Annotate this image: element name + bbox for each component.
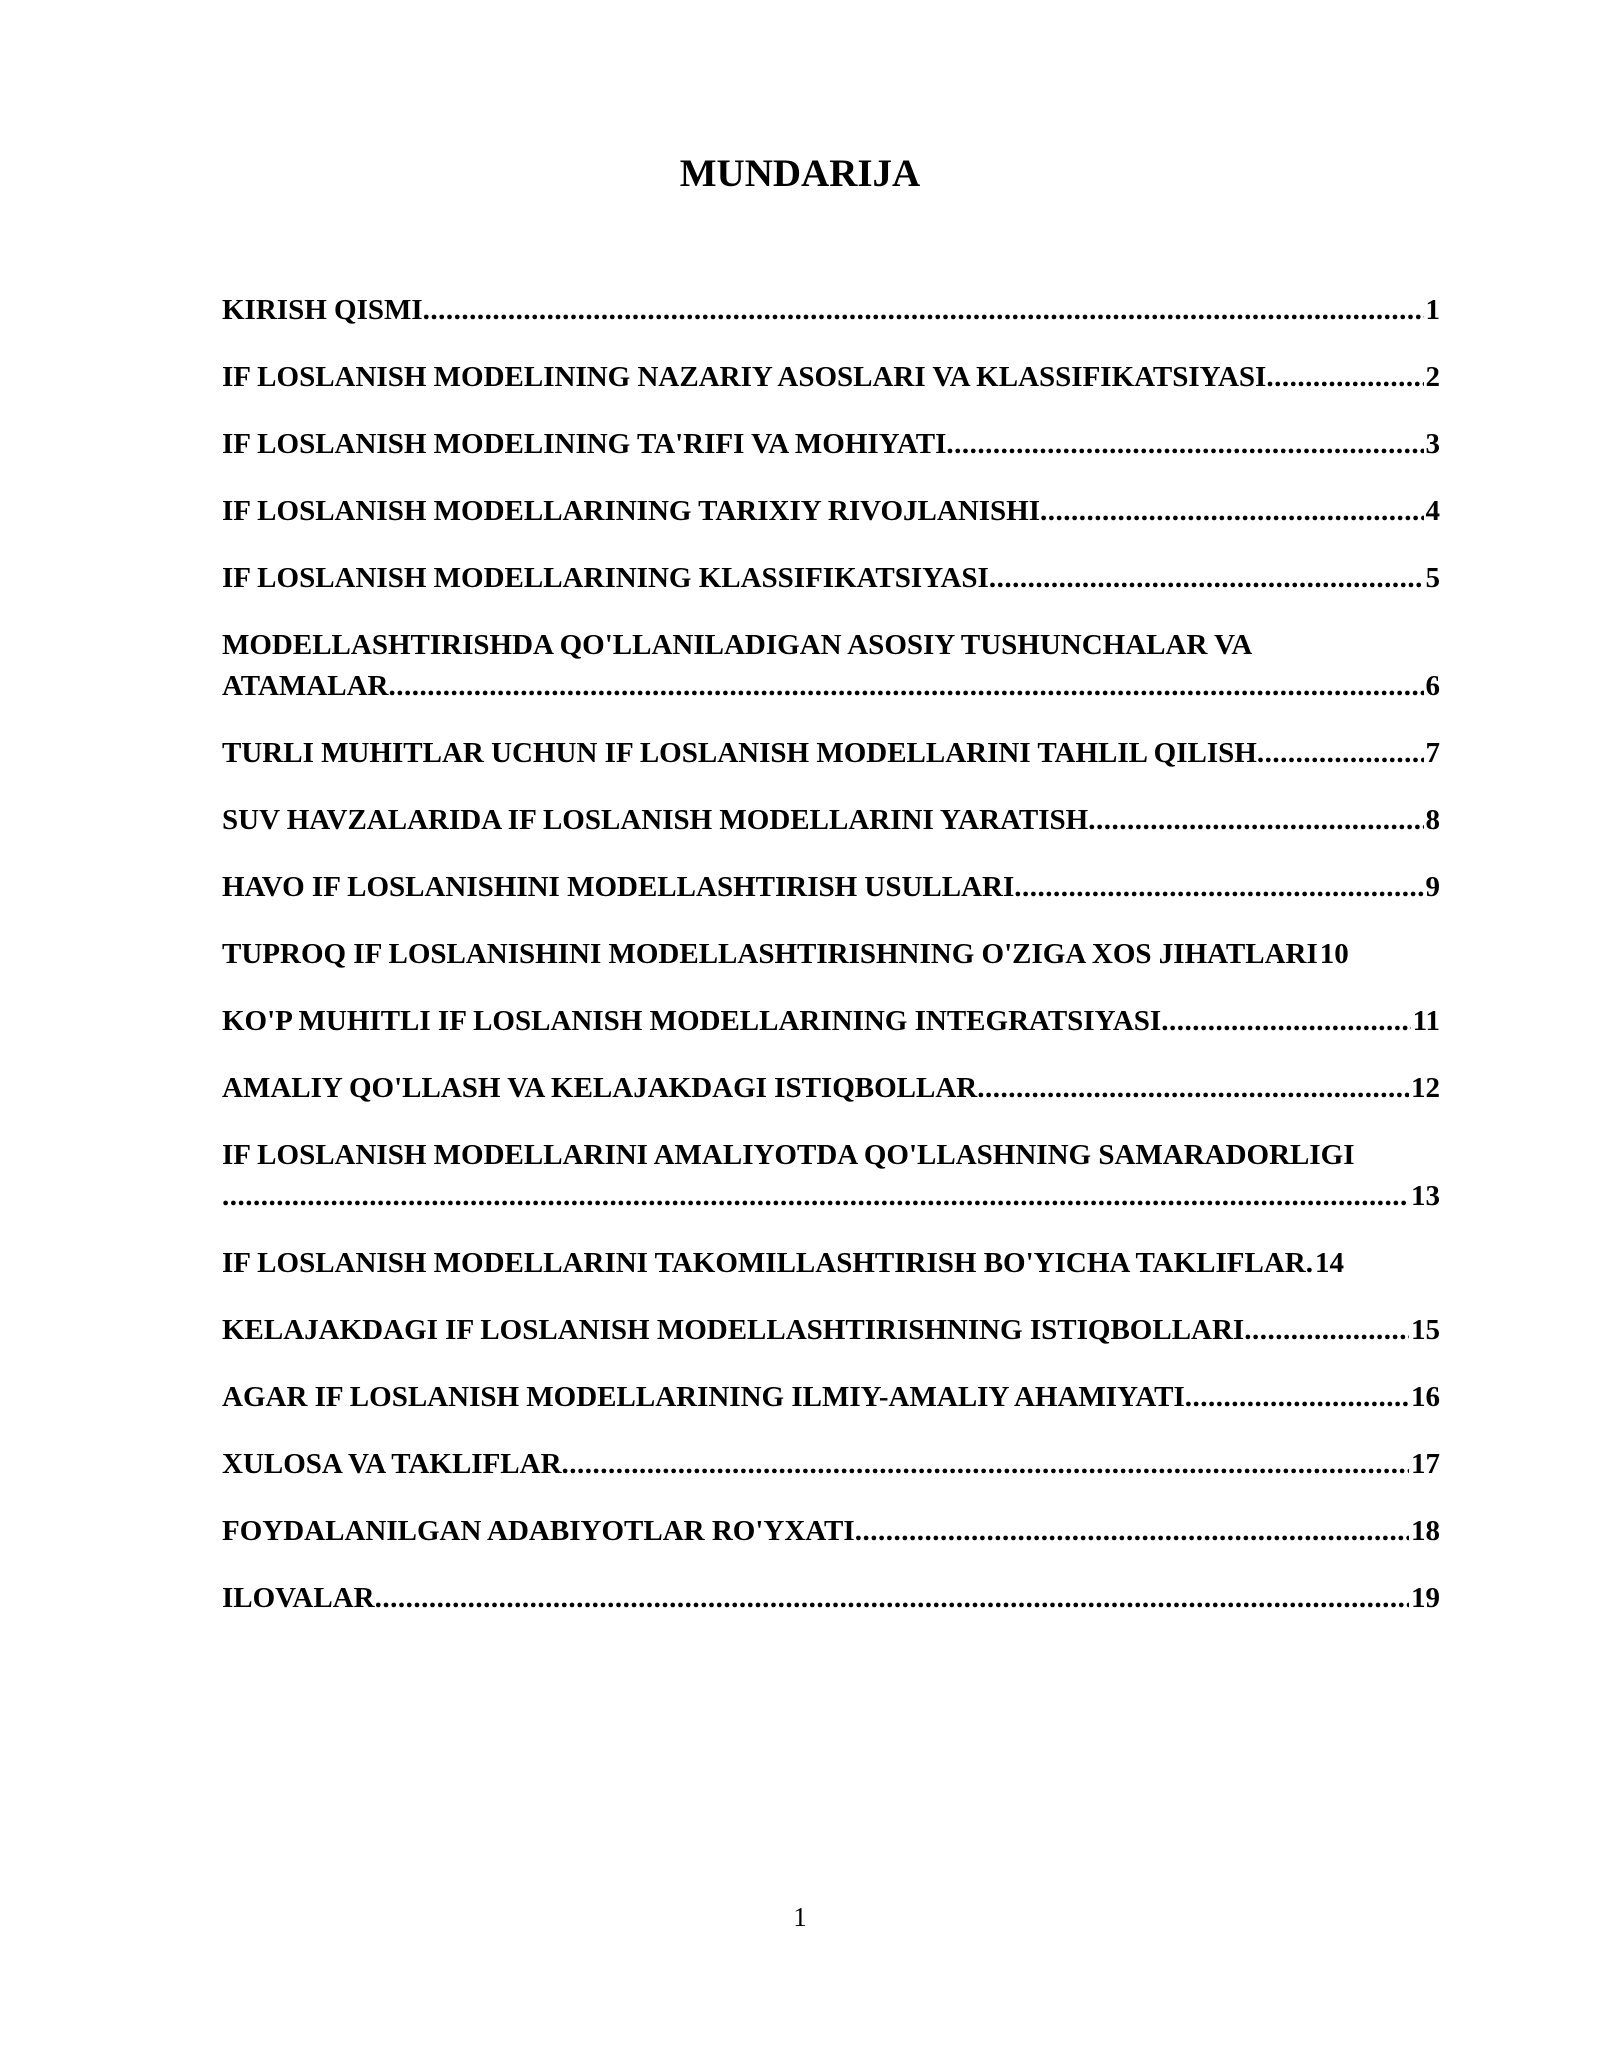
toc-entry-title: IF LOSLANISH MODELINING NAZARIY ASOSLARI VA KLASSIFIKATSIYASI: [222, 361, 1267, 393]
toc-entry-title: IF LOSLANISH MODELLARINI TAKOMILLASHTIRISH BO'YICHA TAKLIFLAR.: [222, 1247, 1313, 1279]
toc-entry: [222, 934, 1440, 975]
toc-entry-page: 5: [1425, 562, 1440, 594]
toc-entry-page: 18: [1411, 1515, 1440, 1547]
toc-entry-page: 16: [1411, 1381, 1440, 1413]
toc-dot-leader: [388, 666, 1423, 707]
toc-entry-page: 17: [1411, 1448, 1440, 1480]
toc-entry-page: 11: [1412, 1005, 1440, 1037]
toc-dot-leader: [989, 558, 1424, 599]
toc-entry: [222, 1135, 1440, 1217]
toc-entry-page: 19: [1411, 1582, 1440, 1614]
toc-entry-page: 8: [1425, 804, 1440, 836]
toc-entry: [222, 1511, 1440, 1552]
toc-entry: [222, 424, 1440, 465]
toc-entry-title-line1: MODELLASHTIRISHDA QO'LLANILADIGAN ASOSIY TUSHUNCHALAR VA: [222, 629, 1253, 661]
toc-entry-page: 2: [1425, 361, 1440, 393]
toc-entry: [222, 800, 1440, 841]
toc-dot-leader: [423, 290, 1424, 331]
toc-entry-title: IF LOSLANISH MODELLARINING KLASSIFIKATSIYASI: [222, 562, 989, 594]
toc-entry-page: 10: [1319, 938, 1349, 970]
toc-entry-page: 14: [1314, 1247, 1344, 1279]
toc-entry: [222, 1444, 1440, 1485]
toc-entry: [222, 1001, 1440, 1042]
table-of-contents: [222, 290, 1440, 1645]
toc-entry-page: 13: [1411, 1180, 1440, 1212]
toc-dot-leader: [977, 1068, 1409, 1109]
toc-entry-title: TUPROQ IF LOSLANISHINI MODELLASHTIRISHNING O'ZIGA XOS JIHATLARI: [222, 938, 1318, 970]
page-number: 1: [793, 1902, 807, 1932]
toc-dot-leader: [1088, 800, 1423, 841]
toc-entry: [222, 290, 1440, 331]
toc-dot-leader: [562, 1444, 1409, 1485]
toc-entry: [222, 625, 1440, 707]
toc-entry-title: IF LOSLANISH MODELINING TA'RIFI VA MOHIYATI: [222, 428, 947, 460]
toc-dot-leader: [946, 424, 1423, 465]
toc-entry: [222, 1068, 1440, 1109]
toc-entry: [222, 1377, 1440, 1418]
toc-entry: [222, 357, 1440, 398]
toc-entry-title: IF LOSLANISH MODELLARINING TARIXIY RIVOJLANISHI: [222, 495, 1041, 527]
toc-entry-page: 4: [1425, 495, 1440, 527]
toc-entry-title-line1: IF LOSLANISH MODELLARINI AMALIYOTDA QO'LLASHNING SAMARADORLIGI: [222, 1139, 1355, 1171]
toc-dot-leader: [1244, 1310, 1409, 1351]
toc-dot-leader: [222, 1176, 1409, 1217]
toc-entry-title: ATAMALAR: [222, 670, 389, 702]
toc-dot-leader: [1014, 867, 1423, 908]
toc-entry-title: TURLI MUHITLAR UCHUN IF LOSLANISH MODELLARINI TAHLIL QILISH: [222, 737, 1257, 769]
toc-entry-title: FOYDALANILGAN ADABIYOTLAR RO'YXATI: [222, 1515, 855, 1547]
toc-entry-page: 7: [1425, 737, 1440, 769]
toc-dot-leader: [1161, 1001, 1410, 1042]
toc-entry-title: HAVO IF LOSLANISHINI MODELLASHTIRISH USULLARI: [222, 871, 1015, 903]
toc-entry: [222, 1578, 1440, 1619]
toc-entry-title: KIRISH QISMI: [222, 294, 423, 326]
toc-entry-page: 15: [1411, 1314, 1440, 1346]
toc-entry: [222, 1243, 1440, 1284]
toc-entry-title: AGAR IF LOSLANISH MODELLARINING ILMIY-AMALIY AHAMIYATI: [222, 1381, 1185, 1413]
toc-entry: [222, 1310, 1440, 1351]
toc-dot-leader: [1266, 357, 1423, 398]
toc-entry-title: SUV HAVZALARIDA IF LOSLANISH MODELLARINI YARATISH: [222, 804, 1089, 836]
toc-dot-leader: [1040, 491, 1423, 532]
toc-entry-page: 3: [1425, 428, 1440, 460]
toc-entry-title: AMALIY QO'LLASH VA KELAJAKDAGI ISTIQBOLLAR: [222, 1072, 978, 1104]
toc-entry: [222, 558, 1440, 599]
toc-dot-leader: [1257, 733, 1424, 774]
toc-entry-title: XULOSA VA TAKLIFLAR: [222, 1448, 562, 1480]
toc-dot-leader: [1185, 1377, 1409, 1418]
toc-entry-page: 12: [1411, 1072, 1440, 1104]
toc-entry-page: 9: [1425, 871, 1440, 903]
toc-entry: [222, 491, 1440, 532]
page-title: MUNDARIJA: [679, 152, 921, 195]
toc-dot-leader: [375, 1578, 1409, 1619]
toc-entry-title: KELAJAKDAGI IF LOSLANISH MODELLASHTIRISHNING ISTIQBOLLARI: [222, 1314, 1245, 1346]
toc-entry-title: KO'P MUHITLI IF LOSLANISH MODELLARINING INTEGRATSIYASI: [222, 1005, 1162, 1037]
toc-entry-title: ILOVALAR: [222, 1582, 375, 1614]
toc-entry-page: 6: [1425, 670, 1440, 702]
toc-dot-leader: [855, 1511, 1409, 1552]
toc-entry: [222, 867, 1440, 908]
toc-entry: [222, 733, 1440, 774]
toc-entry-page: 1: [1425, 294, 1440, 326]
